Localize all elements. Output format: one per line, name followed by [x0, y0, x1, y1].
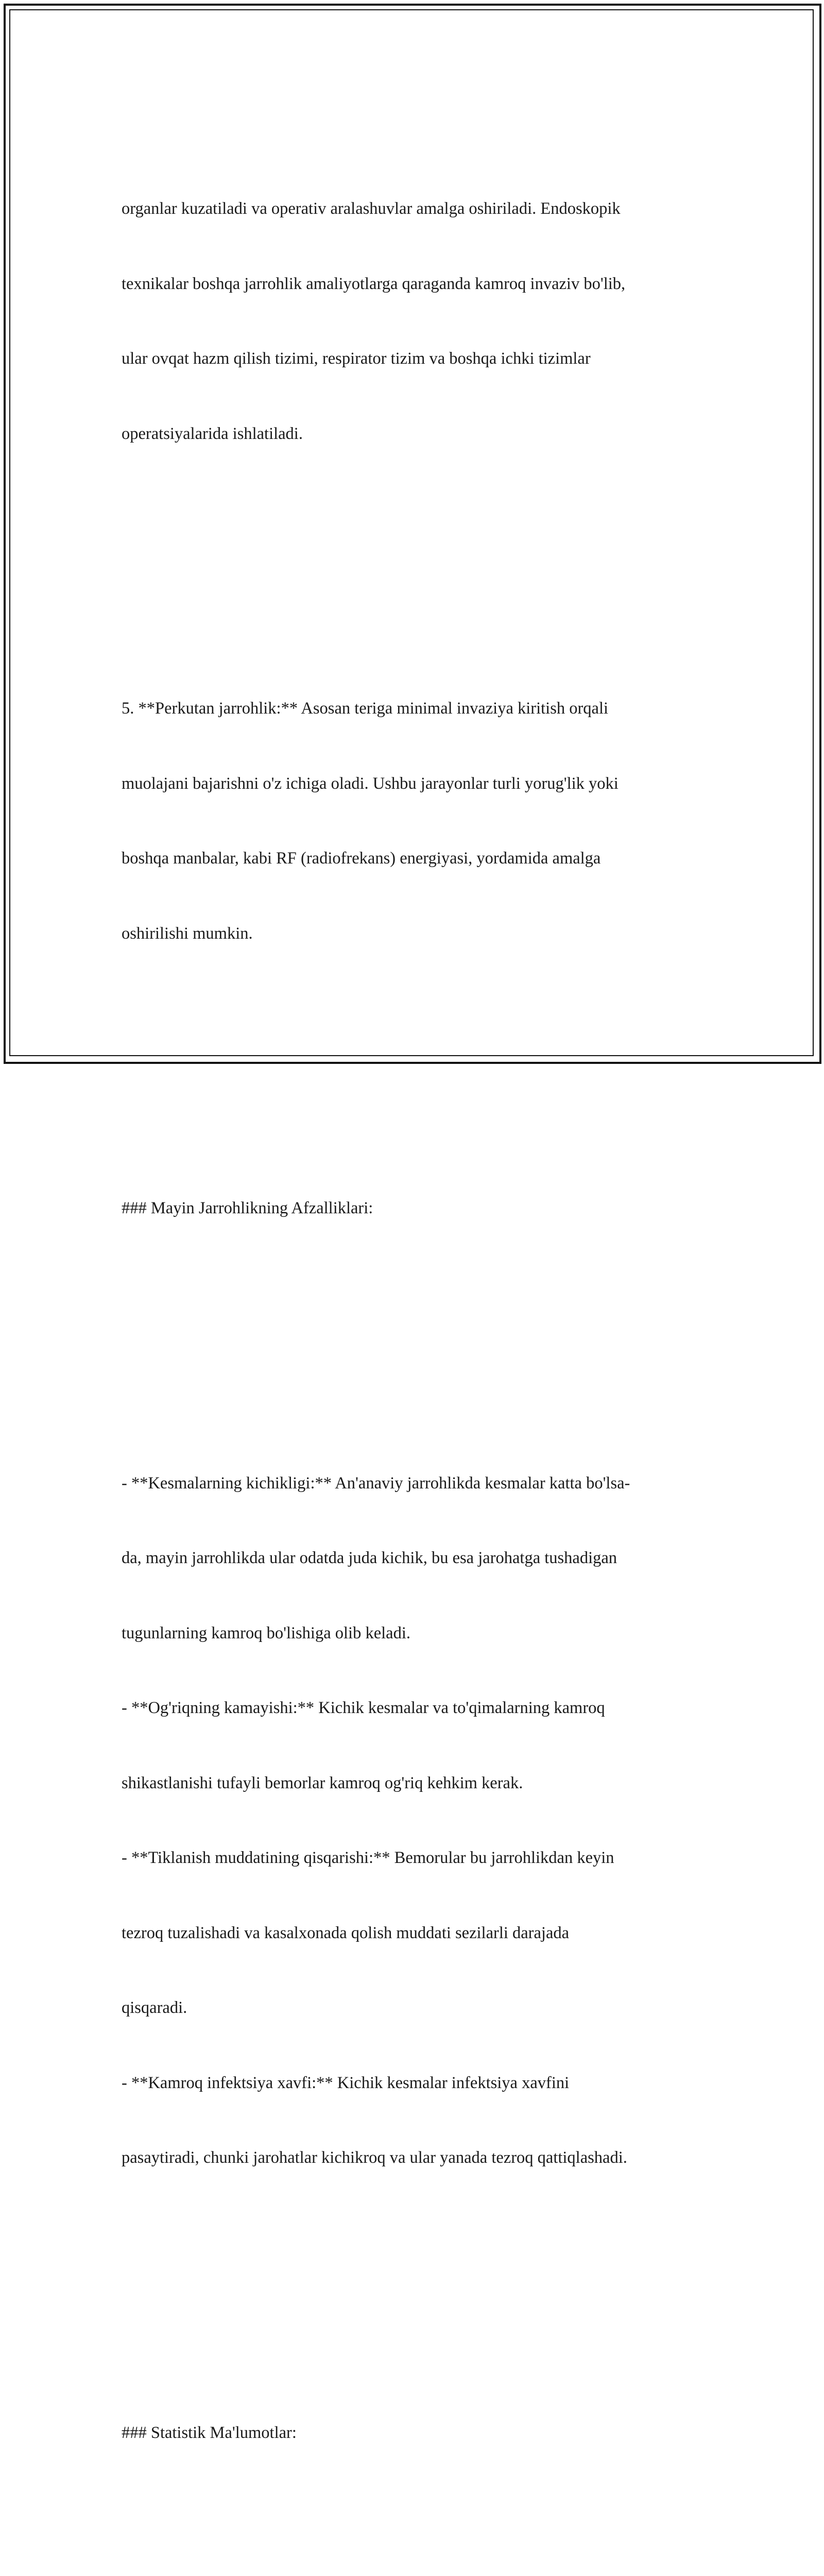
list-line: qisqaradi.: [122, 1998, 187, 2017]
paragraph-gap: [122, 1321, 709, 1346]
numbered-item-perkutan: [122, 646, 709, 996]
document-body: [122, 96, 709, 2576]
list-line: - **Kamroq infektsiya xavfi:** Kichik kesmalar infektsiya xavfini: [122, 2073, 570, 2092]
heading-line: ### Statistik Ma'lumotlar:: [122, 2423, 297, 2442]
list-afzalliklari: [122, 1421, 709, 2221]
text-line: texnikalar boshqa jarrohlik amaliyotlarga qaraganda kamroq invaziv bo'lib,: [122, 274, 626, 293]
list-line: - **Tiklanish muddatining qisqarishi:** Bemorular bu jarrohlikdan keyin: [122, 1849, 614, 1867]
list-line: pasaytiradi, chunki jarohatlar kichikroq va ular yanada tezroq qattiqlashadi.: [122, 2148, 627, 2167]
paragraph-gap: [122, 546, 709, 571]
list-line: - **Kesmalarning kichikligi:** An'anaviy jarrohlikda kesmalar katta bo'lsa-: [122, 1473, 630, 1493]
paragraph-gap: [122, 1046, 709, 1071]
list-line: da, mayin jarrohlikda ular odatda juda kichik, bu esa jarohatga tushadigan: [122, 1549, 617, 1567]
list-line: tugunlarning kamroq bo'lishiga olib keladi.: [122, 1623, 410, 1642]
paragraph-gap: [122, 2270, 709, 2296]
text-line: ular ovqat hazm qilish tizimi, respirator tizim va boshqa ichki tizimlar: [122, 349, 591, 368]
heading-statistik: [122, 2370, 709, 2496]
heading-afzalliklari: [122, 1146, 709, 1271]
text-line: operatsiyalarida ishlatiladi.: [122, 424, 303, 443]
list-line: shikastlanishi tufayli bemorlar kamroq og'riq kehkim kerak.: [122, 1773, 523, 1792]
text-line: boshqa manbalar, kabi RF (radiofrekans) energiyasi, yordamida amalga: [122, 849, 601, 868]
paragraph-gap: [122, 2545, 709, 2570]
text-line: 5. **Perkutan jarrohlik:** Asosan teriga minimal invaziya kiritish orqali: [122, 699, 609, 718]
text-line: oshirilishi mumkin.: [122, 924, 253, 943]
paragraph-endoskopik-continued: [122, 146, 709, 496]
list-line: tezroq tuzalishadi va kasalxonada qolish muddati sezilarli darajada: [122, 1923, 570, 1942]
list-line: - **Og'riqning kamayishi:** Kichik kesmalar va to'qimalarning kamroq: [122, 1699, 605, 1717]
heading-line: ### Mayin Jarrohlikning Afzalliklari:: [122, 1199, 373, 1217]
text-line: muolajani bajarishni o'z ichiga oladi. Ushbu jarayonlar turli yorug'lik yoki: [122, 774, 619, 793]
text-line: organlar kuzatiladi va operativ aralashuvlar amalga oshiriladi. Endoskopik: [122, 199, 621, 218]
